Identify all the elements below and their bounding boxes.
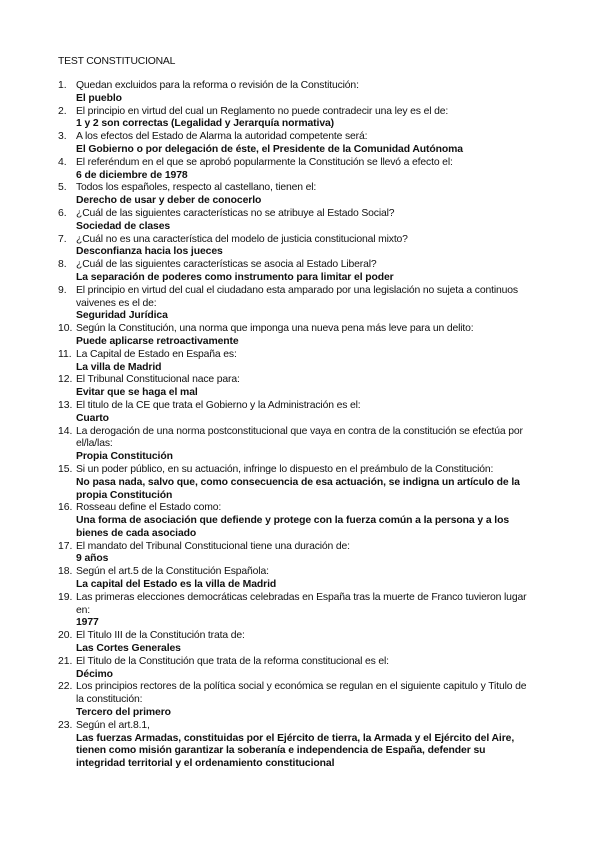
answer-text: Las fuerzas Armadas, constituidas por el Ejército de tierra, la Armada y el Ejército del Aire, tienen como misión garantizar la soberanía e independencia de España, defender su integridad territorial y el ordenamiento constitucional	[76, 732, 515, 770]
question-text: Según la Constitución, una norma que imponga una nueva pena más leve para un delito:	[76, 323, 474, 335]
question-text: La derogación de una norma postconstitucional que vaya en contra de la constitución se efectúa por el/la/las:	[76, 425, 523, 450]
question-number: 22.	[58, 681, 73, 693]
question-item	[58, 400, 528, 426]
answer-text: El pueblo	[76, 92, 122, 104]
question-item	[58, 541, 528, 567]
question-item	[58, 182, 528, 208]
answer-text: La capital del Estado es la villa de Madrid	[76, 579, 277, 591]
answer-text: La separación de poderes como instrumento para limitar el poder	[76, 271, 394, 283]
question-item	[58, 80, 528, 106]
question-text: El Titulo III de la Constitución trata de:	[76, 630, 245, 642]
question-text: Según el art.8.1,	[76, 719, 150, 731]
question-text: El Titulo de la Constitución que trata de la reforma constitucional es el:	[76, 655, 389, 667]
question-item	[58, 630, 528, 656]
question-text: Las primeras elecciones democráticas celebradas en España tras la muerte de Franco tuvieron lugar en:	[76, 591, 527, 616]
question-text: El referéndum en el que se aprobó popularmente la Constitución se llevó a efecto el:	[76, 156, 453, 168]
question-number: 19.	[58, 591, 73, 603]
question-text: Según el art.5 de la Constitución Española:	[76, 566, 269, 578]
question-number: 6.	[58, 207, 67, 219]
question-number: 8.	[58, 259, 67, 271]
answer-text: Desconfianza hacia los jueces	[76, 246, 223, 258]
question-item	[58, 566, 528, 592]
question-text: ¿Cuál de las siguientes características no se atribuye al Estado Social?	[76, 207, 395, 219]
question-number: 21.	[58, 655, 73, 667]
question-item	[58, 259, 528, 285]
question-number: 9.	[58, 284, 67, 296]
question-number: 18.	[58, 566, 73, 578]
question-item	[58, 349, 528, 375]
question-number: 20.	[58, 630, 73, 642]
document-title: TEST CONSTITUCIONAL	[58, 56, 176, 67]
question-number: 3.	[58, 131, 67, 143]
question-text: Los principios rectores de la política social y económica se regulan en el siguiente capitulo y Titulo de la constitución:	[76, 681, 527, 706]
question-item	[58, 208, 528, 234]
answer-text: 1 y 2 son correctas (Legalidad y Jerarquía normativa)	[76, 118, 335, 130]
question-number: 11.	[58, 348, 72, 360]
question-item	[58, 285, 528, 323]
question-text: Quedan excluidos para la reforma o revisión de la Constitución:	[76, 80, 359, 91]
question-text: La Capital de Estado en España es:	[76, 348, 237, 360]
question-number: 1.	[58, 80, 67, 91]
answer-text: 1977	[76, 617, 99, 629]
question-text: El Tribunal Constitucional nace para:	[76, 374, 240, 386]
question-item	[58, 464, 528, 502]
question-text: El mandato del Tribunal Constitucional tiene una duración de:	[76, 540, 350, 552]
question-item	[58, 426, 528, 464]
question-number: 7.	[58, 233, 67, 245]
question-text: Todos los españoles, respecto al castellano, tienen el:	[76, 182, 317, 194]
question-number: 4.	[58, 156, 67, 168]
question-item	[58, 323, 528, 349]
answer-text: Propia Constitución	[76, 451, 173, 463]
question-number: 13.	[58, 399, 73, 411]
question-text: El principio en virtud del cual el ciudadano esta amparado por una legislación no sujeta a continuos vaivenes es el de:	[76, 284, 518, 309]
question-item	[58, 374, 528, 400]
question-item	[58, 720, 528, 771]
question-number: 23.	[58, 719, 73, 731]
answer-text: Derecho de usar y deber de conocerlo	[76, 195, 262, 207]
answer-text: Seguridad Jurídica	[76, 310, 168, 322]
question-number: 15.	[58, 463, 73, 475]
question-item	[58, 234, 528, 260]
answer-text: Evitar que se haga el mal	[76, 387, 198, 399]
answer-text: 6 de diciembre de 1978	[76, 169, 188, 181]
question-text: ¿Cuál no es una característica del modelo de justicia constitucional mixto?	[76, 233, 408, 245]
answer-text: Una forma de asociación que defiende y protege con la fuerza común a la persona y a los bienes de cada asociado	[76, 515, 510, 539]
question-number: 17.	[58, 540, 73, 552]
question-text: El titulo de la CE que trata el Gobierno y la Administración es el:	[76, 399, 361, 411]
answer-text: 9 años	[76, 553, 109, 565]
question-number: 14.	[58, 425, 73, 437]
question-item	[58, 157, 528, 183]
question-number: 16.	[58, 502, 73, 514]
answer-text: La villa de Madrid	[76, 361, 162, 373]
answer-text: Puede aplicarse retroactivamente	[76, 335, 239, 347]
answer-text: Sociedad de clases	[76, 220, 171, 232]
question-item	[58, 592, 528, 630]
question-item	[58, 656, 528, 682]
question-text: ¿Cuál de las siguientes características se asocia al Estado Liberal?	[76, 259, 377, 271]
answer-text: Cuarto	[76, 412, 109, 424]
question-text: A los efectos del Estado de Alarma la autoridad competente será:	[76, 131, 368, 143]
question-number: 5.	[58, 182, 67, 194]
question-text: Rosseau define el Estado como:	[76, 502, 222, 514]
question-list	[58, 80, 528, 771]
answer-text: No pasa nada, salvo que, como consecuencia de esa actuación, se indigna un artículo de la propia Constitución	[76, 476, 520, 501]
question-number: 2.	[58, 105, 67, 117]
answer-text: Tercero del primero	[76, 707, 171, 719]
question-item	[58, 131, 528, 157]
question-number: 10.	[58, 323, 73, 335]
question-number: 12.	[58, 374, 73, 386]
answer-text: Décimo	[76, 668, 113, 680]
answer-text: El Gobierno o por delegación de éste, el Presidente de la Comunidad Autónoma	[76, 143, 463, 155]
question-text: Si un poder público, en su actuación, infringe lo dispuesto en el preámbulo de la Constitución:	[76, 463, 494, 475]
question-item	[58, 502, 528, 540]
answer-text: Las Cortes Generales	[76, 643, 181, 655]
question-item	[58, 681, 528, 719]
question-text: El principio en virtud del cual un Reglamento no puede contradecir una ley es el de:	[76, 105, 449, 117]
question-item	[58, 106, 528, 132]
